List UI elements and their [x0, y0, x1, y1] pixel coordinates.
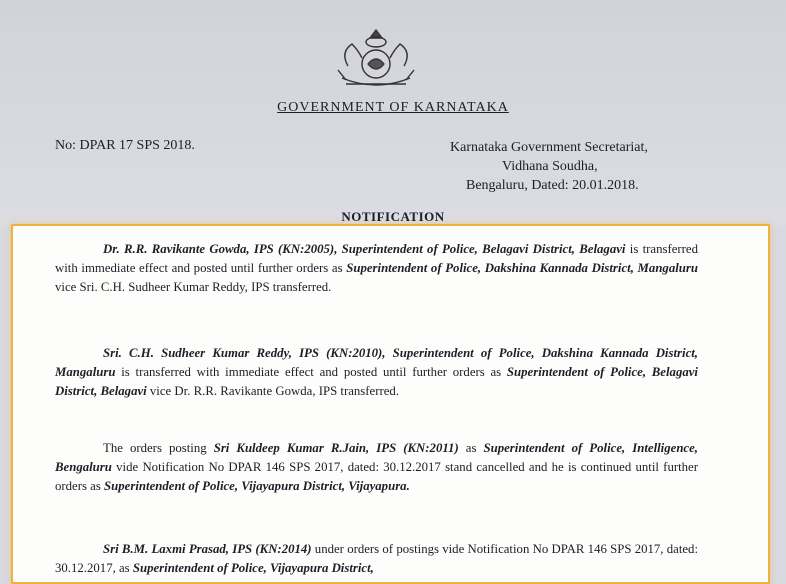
- order-number: No: DPAR 17 SPS 2018.: [55, 138, 195, 153]
- officer-name: Dr. R.R. Ravikante Gowda, IPS (KN:2005), Superintendent of Police, Belagavi District, Belagavi: [103, 242, 626, 256]
- paragraph-text: under orders of postings vide Notification No DPAR 146 SPS 2017, dated: 30.12.2017, as: [55, 542, 699, 575]
- paragraph-text: as: [458, 441, 484, 455]
- building-line: Vidhana Soudha,: [502, 159, 598, 174]
- paragraph-4: [55, 540, 698, 578]
- paragraph-text: is transferred with immediate effect and posted until further orders as: [55, 242, 699, 275]
- continued-posting: Superintendent of Police, Vijayapura District, Vijayapura.: [104, 478, 410, 493]
- paragraph-text: vice Dr. R.R. Ravikante Gowda, IPS transferred.: [146, 383, 400, 398]
- officer-name: Sri B.M. Laxmi Prasad, IPS (KN:2014): [103, 542, 312, 556]
- cancelled-posting: Superintendent of Police, Intelligence, Bengaluru: [55, 441, 698, 474]
- secretariat-line: Karnataka Government Secretariat,: [450, 140, 648, 155]
- paragraph-text: The orders posting: [103, 441, 214, 455]
- officer-name: Sri. C.H. Sudheer Kumar Reddy, IPS (KN:2010), Superintendent of Police, Dakshina Kannada District, Mangaluru: [55, 346, 698, 379]
- officer-name: Sri Kuldeep Kumar R.Jain, IPS (KN:2011): [213, 441, 459, 455]
- paragraph-3: [55, 439, 698, 495]
- secretariat-address: [450, 138, 690, 195]
- new-posting: Superintendent of Police, Belagavi District, Belagavi: [55, 364, 698, 398]
- paragraph-text: vice Sri. C.H. Sudheer Kumar Reddy, IPS transferred.: [55, 279, 332, 294]
- paragraph-text: is transferred with immediate effect and posted until further orders as: [115, 364, 507, 379]
- new-posting: Superintendent of Police, Dakshina Kannada District, Mangaluru: [346, 260, 699, 275]
- paragraph-text: vide Notification No DPAR 146 SPS 2017, dated: 30.12.2017 stand cancelled and he is continued until further orders as: [55, 459, 698, 493]
- paragraph-2: [55, 344, 698, 400]
- place-date-line: Bengaluru, Dated: 20.01.2018.: [466, 178, 639, 193]
- notification-title: NOTIFICATION: [341, 209, 445, 224]
- new-posting: Superintendent of Police, Vijayapura District,: [132, 560, 374, 575]
- state-emblem-icon: [328, 26, 424, 96]
- government-title: GOVERNMENT OF KARNATAKA: [277, 100, 509, 115]
- paragraph-1: [55, 240, 698, 296]
